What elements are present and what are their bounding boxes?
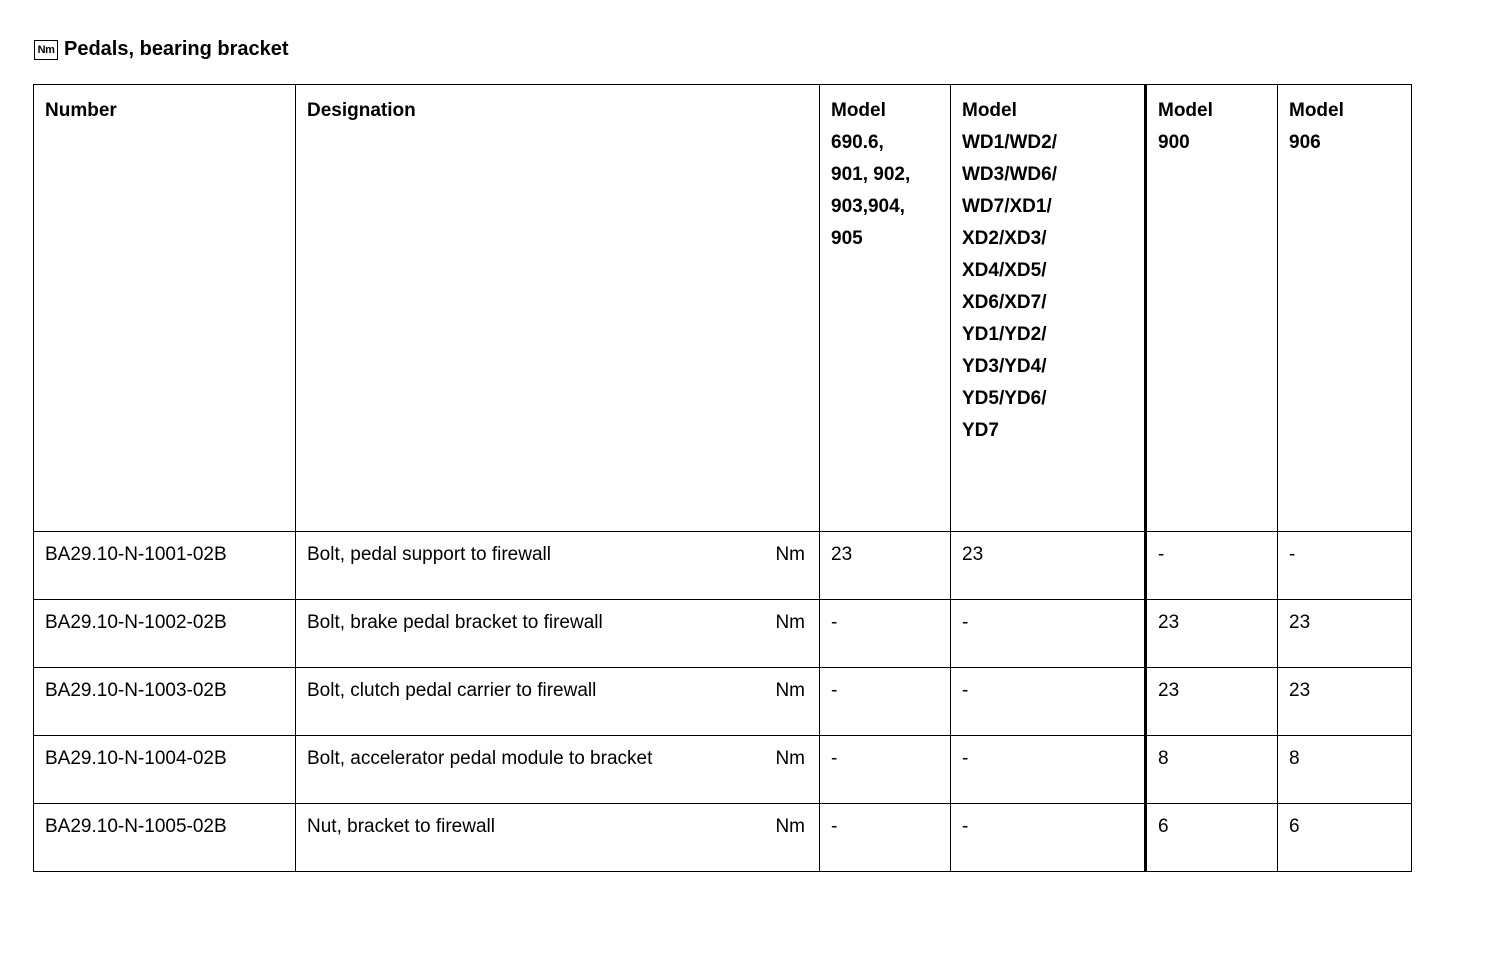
- cell-model-690-901-905: -: [820, 804, 951, 872]
- unit-label: Nm: [775, 816, 805, 837]
- designation-text: Bolt, accelerator pedal module to bracket: [307, 748, 653, 769]
- cell-model-wd-xd-yd: 23: [951, 532, 1146, 600]
- header-model-wd-xd-yd: Model WD1/WD2/ WD3/WD6/ WD7/XD1/ XD2/XD3/ XD4/XD5/ XD6/XD7/ YD1/YD2/ YD3/YD4/ YD5/YD6/ YD7: [951, 85, 1146, 532]
- cell-model-906: 23: [1278, 668, 1412, 736]
- cell-model-wd-xd-yd: -: [951, 804, 1146, 872]
- cell-designation: [296, 532, 820, 600]
- designation-text: Bolt, brake pedal bracket to firewall: [307, 612, 603, 633]
- cell-model-900: -: [1146, 532, 1278, 600]
- cell-model-690-901-905: -: [820, 736, 951, 804]
- cell-designation: [296, 804, 820, 872]
- header-model-906: Model 906: [1278, 85, 1412, 532]
- table-row: [34, 600, 1412, 668]
- cell-model-690-901-905: -: [820, 600, 951, 668]
- cell-model-906: -: [1278, 532, 1412, 600]
- unit-label: Nm: [775, 680, 805, 701]
- cell-model-wd-xd-yd: -: [951, 736, 1146, 804]
- cell-number: BA29.10-N-1005-02B: [34, 804, 296, 872]
- page-title: Pedals, bearing bracket: [64, 38, 289, 60]
- table-row: [34, 736, 1412, 804]
- designation-text: Bolt, clutch pedal carrier to firewall: [307, 680, 597, 701]
- table-row: [34, 804, 1412, 872]
- cell-model-690-901-905: -: [820, 668, 951, 736]
- torque-nm-icon: Nm: [34, 40, 58, 60]
- cell-model-690-901-905: 23: [820, 532, 951, 600]
- cell-model-900: 23: [1146, 600, 1278, 668]
- cell-model-900: 8: [1146, 736, 1278, 804]
- header-model-900: Model 900: [1146, 85, 1278, 532]
- table-row: [34, 532, 1412, 600]
- designation-text: Nut, bracket to firewall: [307, 816, 495, 837]
- header-model-690-901-905: Model 690.6, 901, 902, 903,904, 905: [820, 85, 951, 532]
- cell-model-wd-xd-yd: -: [951, 600, 1146, 668]
- cell-model-900: 23: [1146, 668, 1278, 736]
- cell-designation: [296, 668, 820, 736]
- designation-text: Bolt, pedal support to firewall: [307, 544, 551, 565]
- cell-model-900: 6: [1146, 804, 1278, 872]
- table-header-row: [34, 85, 1412, 532]
- unit-label: Nm: [775, 612, 805, 633]
- table-row: [34, 668, 1412, 736]
- cell-model-906: 6: [1278, 804, 1412, 872]
- cell-designation: [296, 600, 820, 668]
- cell-model-wd-xd-yd: -: [951, 668, 1146, 736]
- cell-model-906: 23: [1278, 600, 1412, 668]
- unit-label: Nm: [775, 748, 805, 769]
- unit-label: Nm: [775, 544, 805, 565]
- cell-model-906: 8: [1278, 736, 1412, 804]
- header-number: Number: [34, 85, 296, 532]
- torque-spec-table: [33, 84, 1412, 872]
- cell-number: BA29.10-N-1004-02B: [34, 736, 296, 804]
- header-designation: Designation: [296, 85, 820, 532]
- cell-number: BA29.10-N-1002-02B: [34, 600, 296, 668]
- cell-number: BA29.10-N-1003-02B: [34, 668, 296, 736]
- page-heading: [34, 38, 289, 61]
- cell-number: BA29.10-N-1001-02B: [34, 532, 296, 600]
- cell-designation: [296, 736, 820, 804]
